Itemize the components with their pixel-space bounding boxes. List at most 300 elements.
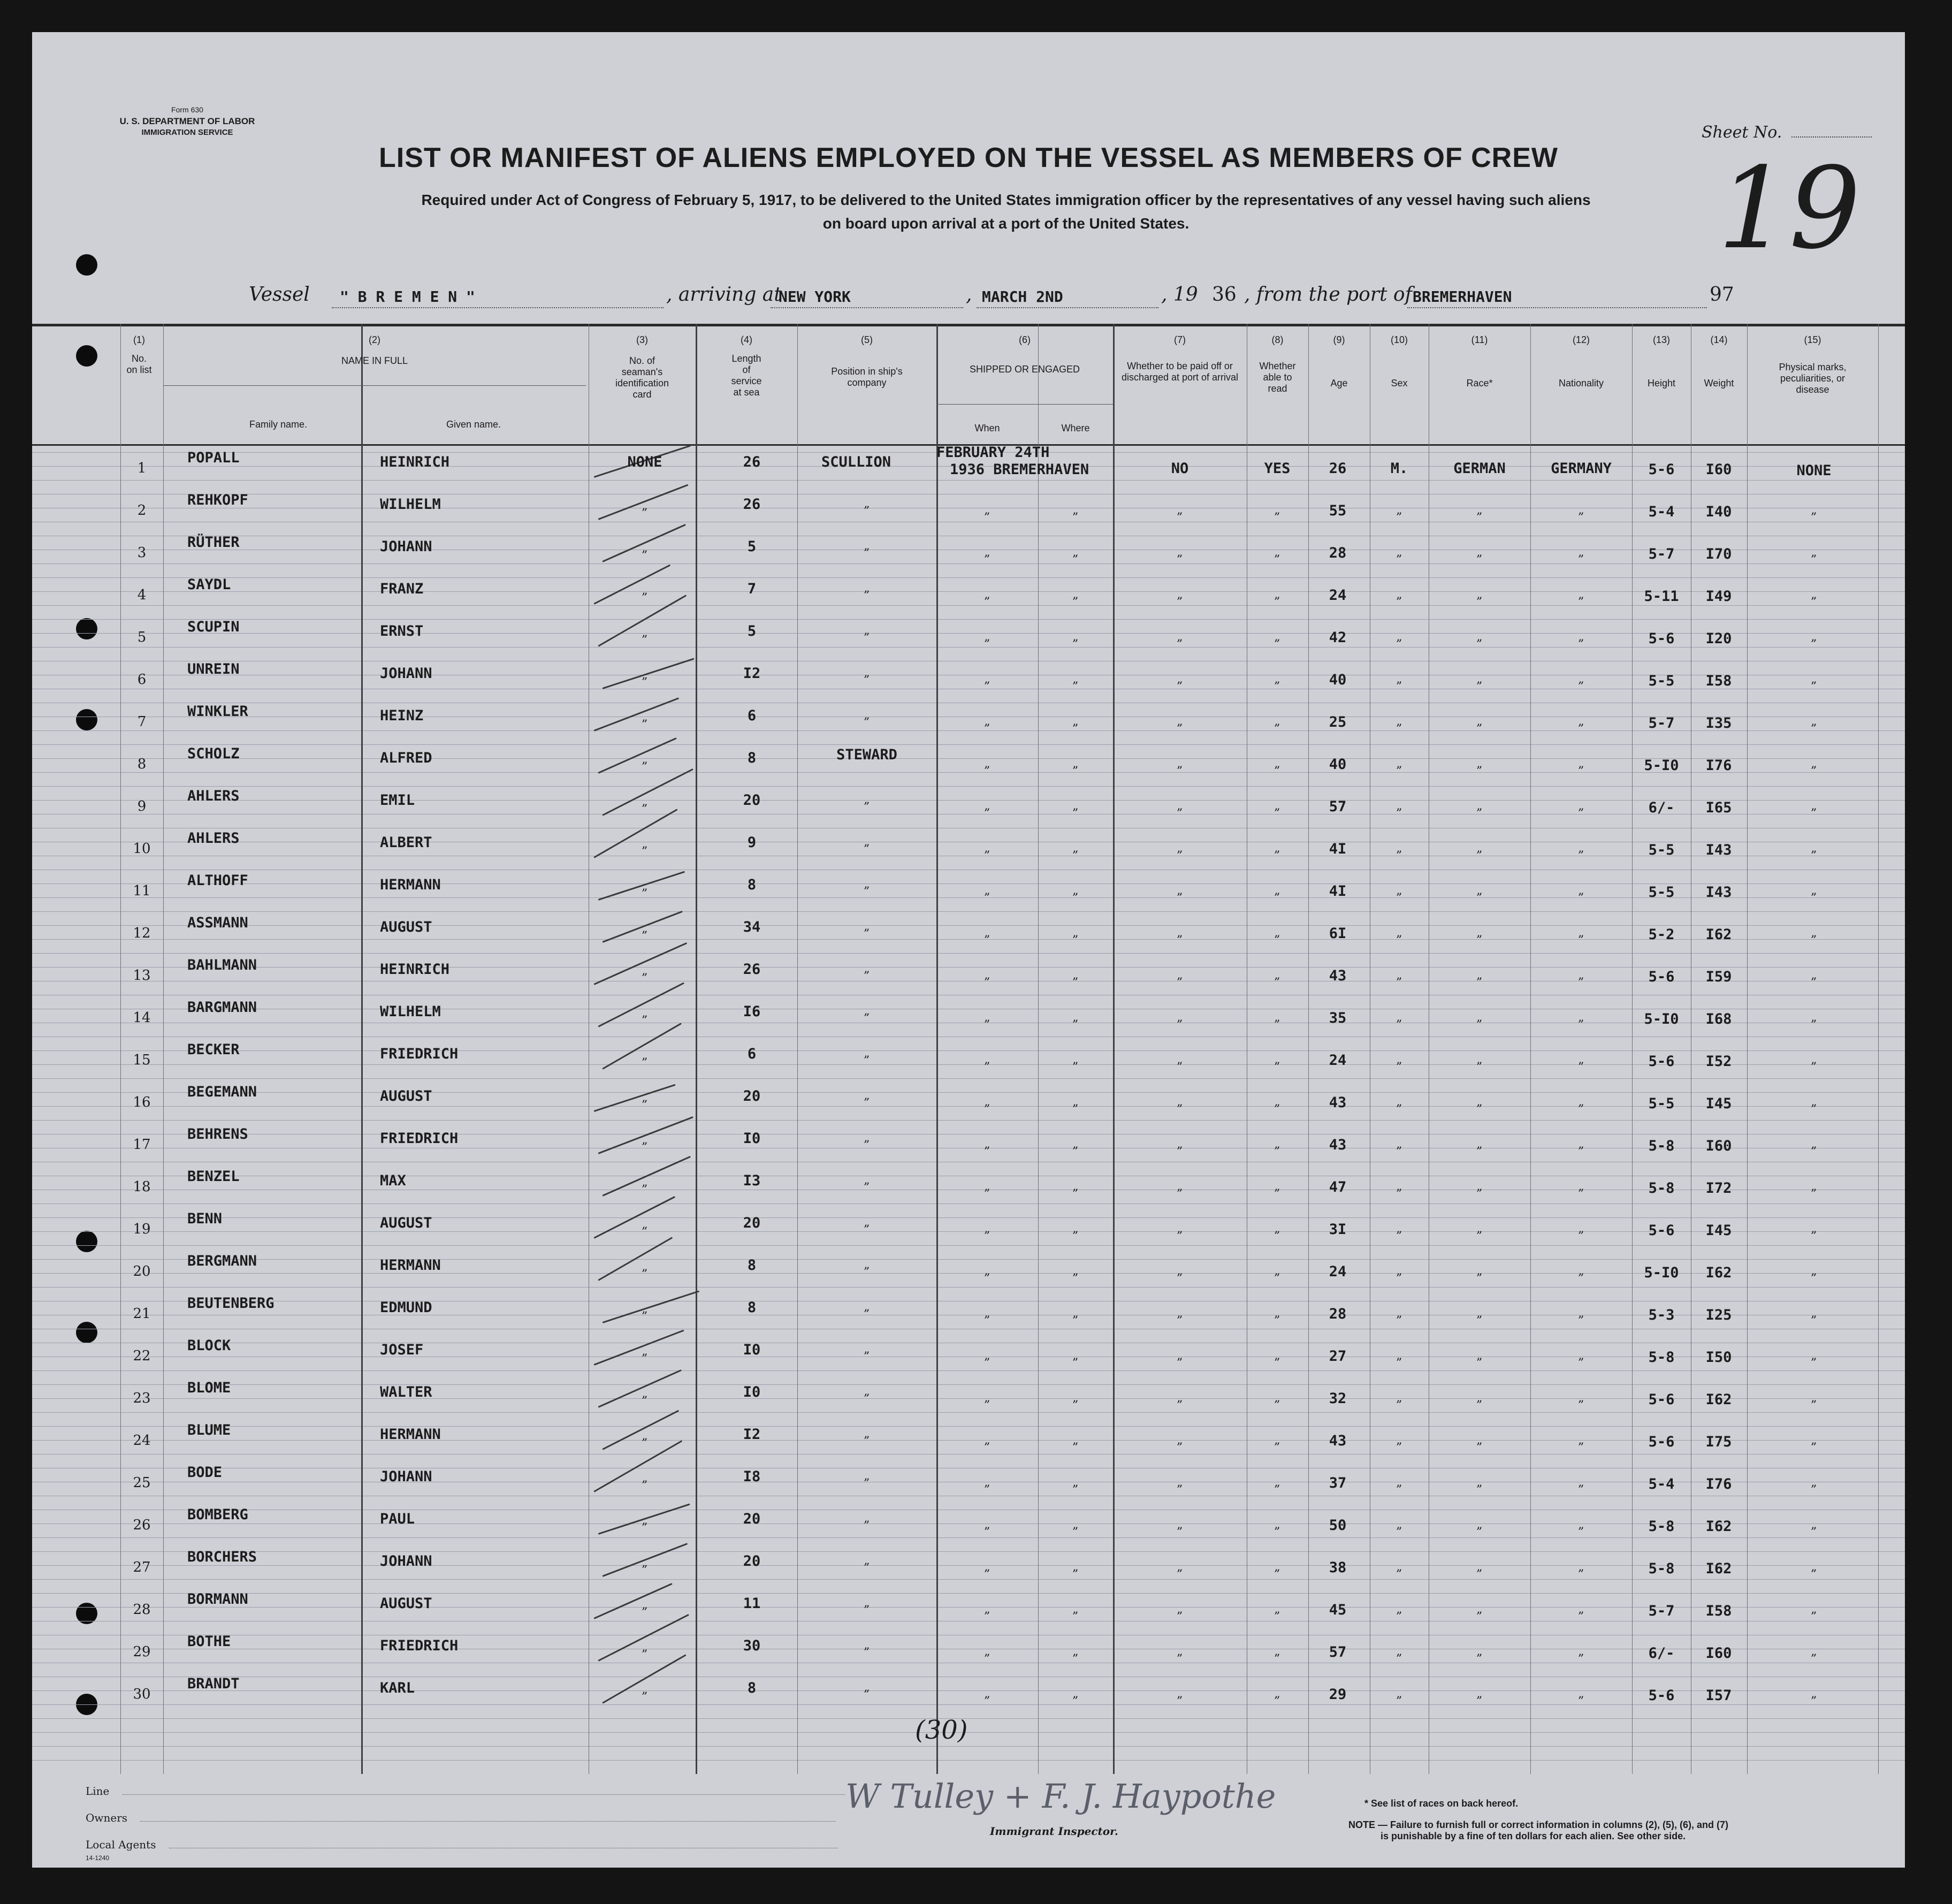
- ditto-mark: „: [1396, 969, 1402, 982]
- ditto-mark: „: [1177, 588, 1183, 601]
- race: GERMAN: [1453, 460, 1506, 477]
- able-to-read: YES: [1264, 460, 1291, 477]
- ditto-mark: „: [1274, 1138, 1280, 1151]
- length-of-service: 6: [747, 707, 757, 724]
- ditto-mark: „: [1476, 588, 1483, 601]
- ditto-mark: „: [1396, 588, 1402, 601]
- check-mark: [603, 1290, 700, 1323]
- ditto-mark: „: [1578, 546, 1584, 559]
- weight: I25: [1705, 1307, 1732, 1323]
- ruled-line: [32, 1440, 1905, 1441]
- ditto-mark: „: [1811, 1645, 1817, 1658]
- check-mark: [602, 768, 693, 816]
- age: 50: [1329, 1517, 1347, 1534]
- ditto-mark: „: [864, 1131, 870, 1145]
- ditto-mark: „: [1396, 1603, 1402, 1616]
- ruled-line: [32, 1231, 1905, 1232]
- ditto-mark: „: [984, 1265, 990, 1278]
- ditto-mark: „: [1476, 630, 1483, 644]
- shipped-when: FEBRUARY 24TH: [936, 444, 1050, 461]
- ditto-mark: „: [1578, 1011, 1584, 1024]
- height: 5-6: [1648, 969, 1675, 985]
- column-rule: [936, 324, 938, 1774]
- length-of-service: I0: [743, 1130, 761, 1147]
- family-name: SCHOLZ: [187, 745, 240, 762]
- ditto-mark: „: [1578, 588, 1584, 601]
- ditto-mark: „: [642, 1472, 648, 1485]
- ditto-mark: „: [1177, 926, 1183, 940]
- length-of-service: 11: [743, 1595, 761, 1612]
- age: 25: [1329, 714, 1347, 730]
- ruled-line: [32, 1370, 1905, 1371]
- row-number: 18: [133, 1179, 151, 1195]
- ditto-mark: „: [984, 1560, 990, 1574]
- ditto-mark: „: [984, 1476, 990, 1489]
- height: 6/-: [1648, 1645, 1675, 1662]
- given-name: FRIEDRICH: [380, 1130, 459, 1147]
- row-number: 24: [133, 1433, 151, 1449]
- ditto-mark: „: [1811, 715, 1817, 728]
- height: 5-I0: [1644, 757, 1679, 774]
- binder-hole: [76, 254, 97, 276]
- row-number: 13: [133, 968, 151, 984]
- weight: I52: [1705, 1053, 1732, 1070]
- ditto-mark: „: [1578, 1138, 1584, 1151]
- given-name: PAUL: [380, 1511, 415, 1527]
- ditto-mark: „: [1072, 799, 1079, 813]
- ditto-mark: „: [1578, 1645, 1584, 1658]
- ruled-line: [32, 1245, 1905, 1246]
- family-name: UNREIN: [187, 661, 240, 677]
- column-rule: [1308, 324, 1309, 1774]
- length-of-service: 20: [743, 1215, 761, 1231]
- inspector-label: Immigrant Inspector.: [990, 1825, 1118, 1838]
- ditto-mark: „: [642, 1514, 648, 1527]
- col-12-header: (12) Nationality: [1558, 334, 1604, 389]
- ditto-mark: „: [1274, 1095, 1280, 1109]
- weight: I45: [1705, 1095, 1732, 1112]
- length-of-service: 34: [743, 919, 761, 935]
- row-number: 25: [133, 1475, 151, 1491]
- weight: I49: [1705, 588, 1732, 605]
- length-of-service: 8: [747, 1680, 757, 1696]
- given-name: AUGUST: [380, 919, 432, 935]
- ruled-line: [32, 1426, 1905, 1427]
- ditto-mark: „: [1578, 1687, 1584, 1701]
- ditto-mark: „: [1177, 757, 1183, 771]
- ruled-line: [32, 1092, 1905, 1093]
- row-number: 5: [137, 629, 147, 645]
- ditto-mark: „: [1578, 1603, 1584, 1616]
- ditto-mark: „: [864, 582, 870, 595]
- ruled-line: [32, 800, 1905, 801]
- ditto-mark: „: [642, 1133, 648, 1147]
- ruled-line: [32, 1718, 1905, 1719]
- family-name: SAYDL: [187, 576, 231, 593]
- height: 5-11: [1644, 588, 1679, 605]
- ditto-mark: „: [1811, 1560, 1817, 1574]
- header-subrule: [936, 404, 1113, 405]
- age: 45: [1329, 1602, 1347, 1618]
- nationality: GERMANY: [1551, 460, 1612, 477]
- ditto-mark: „: [642, 626, 648, 639]
- row-number: 4: [137, 587, 147, 603]
- length-of-service: 20: [743, 1553, 761, 1570]
- age: 24: [1329, 1263, 1347, 1280]
- position: SCULLION: [821, 454, 891, 470]
- weight: I50: [1705, 1349, 1732, 1366]
- ditto-mark: „: [1274, 1518, 1280, 1532]
- ditto-mark: „: [1072, 1180, 1079, 1193]
- height: 5-8: [1648, 1349, 1675, 1366]
- weight: I65: [1705, 799, 1732, 816]
- length-of-service: I2: [743, 665, 761, 682]
- sheet-number-handwritten: 19: [1718, 143, 1861, 274]
- weight: I62: [1705, 1560, 1732, 1577]
- ditto-mark: „: [984, 1645, 990, 1658]
- ditto-mark: „: [1072, 1349, 1079, 1362]
- col-14-header: (14) Weight: [1704, 334, 1734, 389]
- ditto-mark: „: [1396, 1518, 1402, 1532]
- form-header: [107, 104, 268, 138]
- check-mark: [593, 1583, 672, 1619]
- weight: I59: [1705, 969, 1732, 985]
- family-name: BORMANN: [187, 1591, 248, 1608]
- weight: I76: [1705, 757, 1732, 774]
- ditto-mark: „: [1811, 799, 1817, 813]
- row-number: 28: [133, 1602, 151, 1618]
- age: 28: [1329, 1306, 1347, 1322]
- ditto-mark: „: [1396, 1391, 1402, 1405]
- col-1-header: (1) No. on list: [126, 334, 152, 375]
- length-of-service: I3: [743, 1172, 761, 1189]
- ditto-mark: „: [642, 1218, 648, 1231]
- weight: I60: [1705, 1138, 1732, 1154]
- ditto-mark: „: [1476, 1603, 1483, 1616]
- age: 35: [1329, 1010, 1347, 1026]
- ditto-mark: „: [864, 666, 870, 680]
- height: 5-4: [1648, 1476, 1675, 1492]
- age: 43: [1329, 968, 1347, 984]
- length-of-service: 26: [743, 961, 761, 978]
- row-number: 9: [137, 798, 147, 814]
- ditto-mark: „: [984, 1180, 990, 1193]
- length-of-service: 6: [747, 1046, 757, 1062]
- ditto-mark: „: [1072, 715, 1079, 728]
- ditto-mark: „: [1072, 757, 1079, 771]
- row-number: 10: [133, 841, 151, 857]
- family-name: ALTHOFF: [187, 872, 248, 889]
- ditto-mark: „: [1177, 1349, 1183, 1362]
- ruled-line: [32, 647, 1905, 648]
- ruled-line: [32, 772, 1905, 773]
- check-mark: [598, 982, 684, 1027]
- family-name: BRANDT: [187, 1675, 240, 1692]
- ditto-mark: „: [1177, 1095, 1183, 1109]
- ditto-mark: „: [1396, 715, 1402, 728]
- ditto-mark: „: [1274, 630, 1280, 644]
- row-number: 6: [137, 672, 147, 688]
- height: 5-8: [1648, 1138, 1675, 1154]
- ditto-mark: „: [1072, 884, 1079, 897]
- row-number: 21: [133, 1306, 151, 1322]
- weight: I70: [1705, 546, 1732, 562]
- ditto-mark: „: [1274, 757, 1280, 771]
- ditto-mark: „: [1177, 1560, 1183, 1574]
- page-title: LIST OR MANIFEST OF ALIENS EMPLOYED ON THE VESSEL AS MEMBERS OF CREW: [379, 142, 1558, 173]
- ditto-mark: „: [1578, 799, 1584, 813]
- department-label: U. S. DEPARTMENT OF LABOR: [119, 116, 255, 126]
- ditto-mark: „: [1476, 1476, 1483, 1489]
- ditto-mark: „: [642, 584, 648, 597]
- ditto-mark: „: [1396, 673, 1402, 686]
- line-field: Line: [86, 1785, 1263, 1798]
- ruled-line: [32, 1704, 1905, 1705]
- ruled-line: [32, 480, 1905, 481]
- ditto-mark: „: [1811, 1011, 1817, 1024]
- ditto-mark: „: [1578, 1053, 1584, 1067]
- given-name: ALBERT: [380, 834, 432, 851]
- length-of-service: I0: [743, 1384, 761, 1400]
- length-of-service: 8: [747, 1299, 757, 1316]
- ditto-mark: „: [864, 1216, 870, 1229]
- ditto-mark: „: [1396, 1434, 1402, 1447]
- ditto-mark: „: [1274, 884, 1280, 897]
- family-name: BAHLMANN: [187, 957, 257, 973]
- column-rule: [1038, 324, 1039, 1774]
- check-mark: [594, 1084, 676, 1112]
- given-name: MAX: [380, 1172, 406, 1189]
- given-name: EMIL: [380, 792, 415, 809]
- ditto-mark: „: [1811, 757, 1817, 771]
- ditto-mark: „: [1578, 1391, 1584, 1405]
- ditto-mark: „: [1177, 630, 1183, 644]
- from-port-label: , from the port of: [1244, 284, 1412, 306]
- crew-table: [32, 324, 1905, 1774]
- ditto-mark: „: [1578, 1434, 1584, 1447]
- age: 43: [1329, 1094, 1347, 1111]
- ditto-mark: „: [1476, 1687, 1483, 1701]
- weight: I62: [1705, 1391, 1732, 1408]
- shipped-when-header: When: [974, 423, 1000, 433]
- family-name: BODE: [187, 1464, 223, 1481]
- ditto-mark: „: [1396, 1560, 1402, 1574]
- ditto-mark: „: [1396, 926, 1402, 940]
- ditto-mark: „: [984, 842, 990, 855]
- age: 57: [1329, 1644, 1347, 1661]
- check-mark: [603, 658, 695, 689]
- ditto-mark: „: [642, 499, 648, 513]
- ruled-line: [32, 1259, 1905, 1260]
- physical-marks: NONE: [1796, 462, 1832, 479]
- weight: I58: [1705, 1603, 1732, 1619]
- family-name: AHLERS: [187, 788, 240, 804]
- ditto-mark: „: [1476, 504, 1483, 517]
- ditto-mark: „: [1072, 1391, 1079, 1405]
- ditto-mark: „: [864, 1004, 870, 1018]
- ditto-mark: „: [1811, 1391, 1817, 1405]
- height: 5-2: [1648, 926, 1675, 943]
- row-number: 19: [133, 1221, 151, 1237]
- row-number: 17: [133, 1137, 151, 1153]
- age: 6I: [1329, 925, 1347, 942]
- ditto-mark: „: [1811, 1518, 1817, 1532]
- ditto-mark: „: [1177, 1603, 1183, 1616]
- ditto-mark: „: [642, 711, 648, 724]
- ruled-line: [32, 730, 1905, 731]
- weight: I57: [1705, 1687, 1732, 1704]
- ditto-mark: „: [1177, 799, 1183, 813]
- weight: I43: [1705, 842, 1732, 858]
- ditto-mark: „: [1578, 1307, 1584, 1320]
- height: 5-7: [1648, 1603, 1675, 1619]
- row-number: 8: [137, 756, 147, 772]
- family-name: POPALL: [187, 450, 240, 466]
- ditto-mark: „: [1274, 1476, 1280, 1489]
- header-subrule: [163, 385, 586, 386]
- ruled-line: [32, 925, 1905, 926]
- family-name: BERGMANN: [187, 1253, 257, 1269]
- age: 4I: [1329, 883, 1347, 900]
- length-of-service: 20: [743, 792, 761, 809]
- ditto-mark: „: [642, 1345, 648, 1358]
- age: 42: [1329, 629, 1347, 646]
- ditto-mark: „: [1811, 1349, 1817, 1362]
- height: 5-6: [1648, 1434, 1675, 1450]
- length-of-service: I6: [743, 1003, 761, 1020]
- ditto-mark: „: [1578, 1476, 1584, 1489]
- age: 3I: [1329, 1221, 1347, 1238]
- ruled-line: [32, 577, 1905, 578]
- length-of-service: 7: [747, 581, 757, 597]
- col-4-header: (4) Length of service at sea: [731, 334, 762, 398]
- ditto-mark: „: [984, 969, 990, 982]
- ruled-line: [32, 1050, 1905, 1051]
- arriving-label: , arriving at: [666, 284, 782, 306]
- ditto-mark: „: [984, 630, 990, 644]
- ditto-mark: „: [1578, 1222, 1584, 1236]
- height: 5-8: [1648, 1180, 1675, 1197]
- ditto-mark: „: [1274, 1645, 1280, 1658]
- family-name: SCUPIN: [187, 619, 240, 635]
- given-name: HERMANN: [380, 1426, 441, 1443]
- height: 5-5: [1648, 884, 1675, 901]
- ruled-line: [32, 897, 1905, 898]
- age: 26: [1329, 460, 1347, 477]
- given-name: HERMANN: [380, 877, 441, 893]
- ditto-mark: „: [642, 542, 648, 555]
- ditto-mark: „: [1396, 1645, 1402, 1658]
- ditto-mark: „: [1811, 673, 1817, 686]
- ditto-mark: „: [1072, 673, 1079, 686]
- ruled-line: [32, 1106, 1905, 1107]
- ditto-mark: „: [1476, 546, 1483, 559]
- ditto-mark: „: [1396, 757, 1402, 771]
- ditto-mark: „: [864, 793, 870, 806]
- ditto-mark: „: [1396, 1138, 1402, 1151]
- height: 5-6: [1648, 1391, 1675, 1408]
- col-2-header: (2) NAME IN FULL: [341, 334, 408, 366]
- col-5-header: (5) Position in ship's company: [831, 334, 903, 388]
- col-15-header: (15) Physical marks, peculiarities, or disease: [1779, 334, 1847, 395]
- ditto-mark: „: [984, 1053, 990, 1067]
- ditto-mark: „: [864, 1469, 870, 1483]
- weight: I72: [1705, 1180, 1732, 1197]
- ditto-mark: „: [864, 497, 870, 511]
- length-of-service: I8: [743, 1468, 761, 1485]
- weight: I40: [1705, 504, 1732, 520]
- ditto-mark: „: [984, 1011, 990, 1024]
- ditto-mark: „: [1476, 1518, 1483, 1532]
- ditto-mark: „: [864, 1343, 870, 1356]
- ruled-line: [32, 1551, 1905, 1552]
- ditto-mark: „: [864, 1047, 870, 1060]
- ditto-mark: „: [1811, 1138, 1817, 1151]
- ditto-mark: „: [1177, 1138, 1183, 1151]
- ditto-mark: „: [1072, 1011, 1079, 1024]
- col-9-header: (9) Age: [1330, 334, 1348, 389]
- page-subtitle: [310, 188, 1702, 235]
- ditto-mark: „: [864, 1089, 870, 1102]
- check-mark: [598, 1369, 682, 1408]
- ditto-mark: „: [1476, 799, 1483, 813]
- ditto-mark: „: [642, 880, 648, 893]
- ditto-mark: „: [642, 837, 648, 851]
- age: 24: [1329, 1052, 1347, 1069]
- weight: I35: [1705, 715, 1732, 732]
- ditto-mark: „: [984, 1391, 990, 1405]
- ditto-mark: „: [1177, 842, 1183, 855]
- ditto-mark: „: [864, 624, 870, 637]
- ditto-mark: „: [1177, 1645, 1183, 1658]
- ditto-mark: „: [642, 1641, 648, 1654]
- ditto-mark: „: [642, 1007, 648, 1020]
- ditto-mark: „: [984, 504, 990, 517]
- ditto-mark: „: [1072, 969, 1079, 982]
- ditto-mark: „: [1476, 1434, 1483, 1447]
- age: 40: [1329, 756, 1347, 773]
- age: 43: [1329, 1433, 1347, 1449]
- column-rule: [1632, 324, 1633, 1774]
- ditto-mark: „: [1811, 884, 1817, 897]
- length-of-service: 5: [747, 623, 757, 639]
- ditto-mark: „: [984, 799, 990, 813]
- length-of-service: 8: [747, 750, 757, 766]
- age: 32: [1329, 1390, 1347, 1407]
- family-name: BORCHERS: [187, 1549, 257, 1565]
- age: 24: [1329, 587, 1347, 604]
- ditto-mark: „: [642, 1598, 648, 1612]
- row-number: 23: [133, 1390, 151, 1406]
- ditto-mark: „: [1177, 884, 1183, 897]
- ditto-mark: „: [1072, 842, 1079, 855]
- ditto-mark: „: [1177, 1307, 1183, 1320]
- ditto-mark: „: [864, 1174, 870, 1187]
- shipped-where-header: Where: [1061, 423, 1090, 433]
- ditto-mark: „: [1476, 673, 1483, 686]
- ruled-line: [32, 563, 1905, 564]
- check-mark: [602, 1023, 682, 1070]
- given-name: HEINRICH: [380, 961, 450, 978]
- ditto-mark: „: [1476, 1645, 1483, 1658]
- age: 37: [1329, 1475, 1347, 1491]
- ruled-line: [32, 1690, 1905, 1691]
- row-number: 7: [137, 714, 147, 730]
- ditto-mark: „: [1476, 842, 1483, 855]
- ditto-mark: „: [1476, 1222, 1483, 1236]
- ditto-mark: „: [1072, 1222, 1079, 1236]
- ditto-mark: „: [642, 1091, 648, 1105]
